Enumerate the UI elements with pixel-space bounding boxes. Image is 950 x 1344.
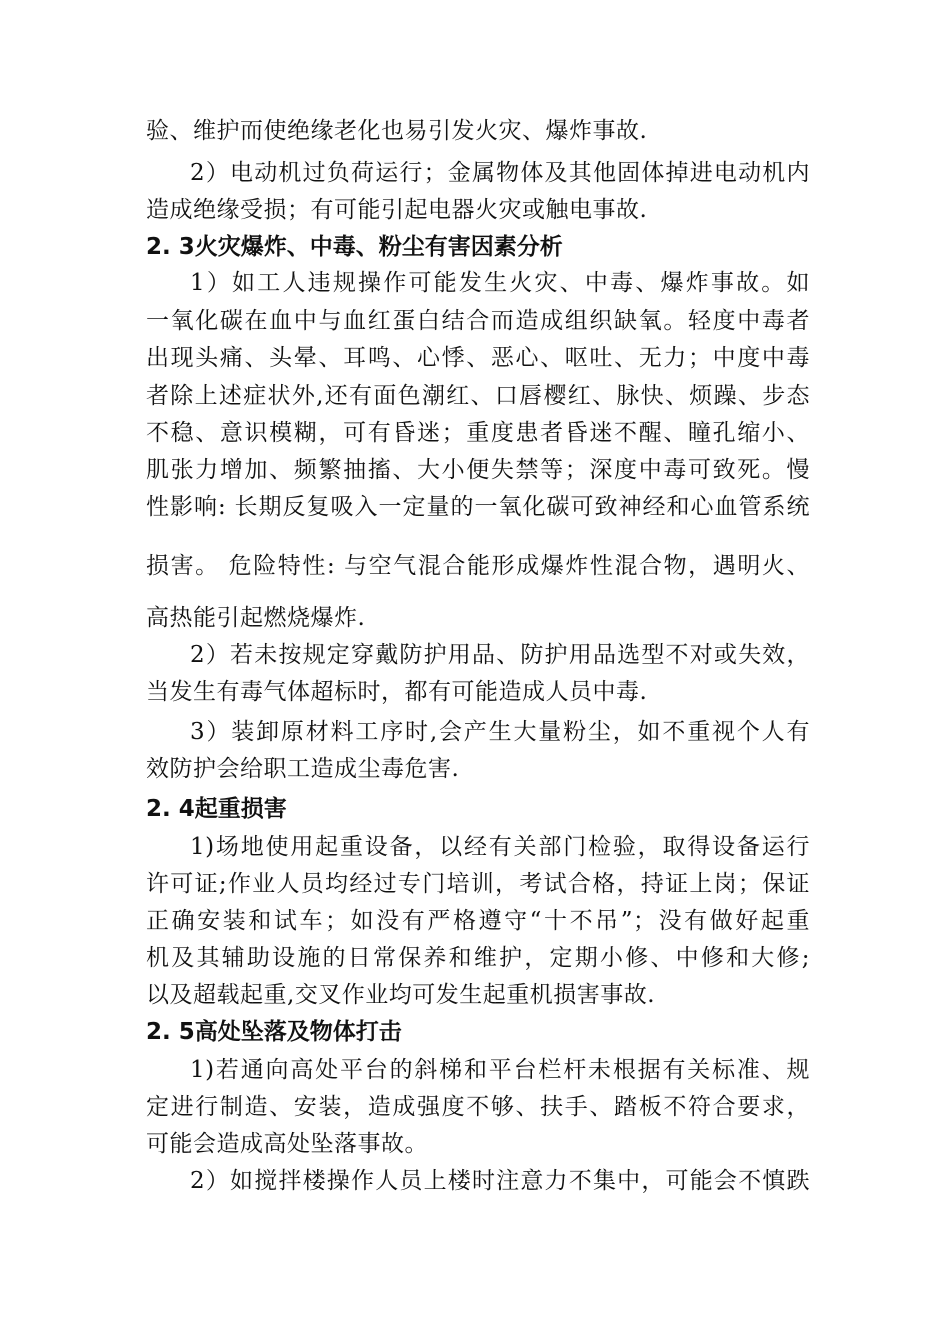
paragraph-line: 可能会造成高处坠落事故。 [146,1131,428,1157]
section-heading: 2. 3火灾爆炸、中毒、粉尘有害因素分析 [146,234,563,260]
paragraph-line: 许可证;作业人员均经过专门培训，考试合格，持证上岗；保证 [146,871,810,897]
section-heading: 2. 5高处坠落及物体打击 [146,1019,402,1045]
paragraph-line: 损害。 危险特性: 与空气混合能形成爆炸性混合物，遇明火、 [146,553,810,579]
paragraph-line: 效防护会给职工造成尘毒危害. [146,756,460,782]
paragraph-line: 1)场地使用起重设备，以经有关部门检验，取得设备运行 [190,834,810,860]
paragraph-line: 以及超载起重,交叉作业均可发生起重机损害事故. [146,982,656,1008]
paragraph-line: 出现头痛、头晕、耳鸣、心悸、恶心、呕吐、无力；中度中毒 [146,345,810,371]
paragraph-line: 3）装卸原材料工序时,会产生大量粉尘，如不重视个人有 [190,719,810,745]
paragraph-line: 者除上述症状外,还有面色潮红、口唇樱红、脉快、烦躁、步态 [146,383,810,409]
paragraph-line: 1)若通向高处平台的斜梯和平台栏杆未根据有关标准、规 [190,1057,810,1083]
paragraph-line: 2）若未按规定穿戴防护用品、防护用品选型不对或失效， [190,642,810,668]
paragraph-line: 定进行制造、安装，造成强度不够、扶手、踏板不符合要求， [146,1094,810,1120]
paragraph-line: 一氧化碳在血中与血红蛋白结合而造成组织缺氧。轻度中毒者 [146,308,810,334]
paragraph-line: 当发生有毒气体超标时，都有可能造成人员中毒. [146,679,648,705]
section-heading: 2. 4起重损害 [146,796,287,822]
paragraph-line: 性影响: 长期反复吸入一定量的一氧化碳可致神经和心血管系统 [146,494,810,520]
paragraph-line: 2）如搅拌楼操作人员上楼时注意力不集中，可能会不慎跌 [190,1168,810,1194]
paragraph-line: 不稳、意识模糊，可有昏迷；重度患者昏迷不醒、瞳孔缩小、 [146,420,810,446]
paragraph-line: 验、维护而使绝缘老化也易引发火灾、爆炸事故. [146,118,648,144]
paragraph-line: 造成绝缘受损；有可能引起电器火灾或触电事故. [146,197,648,223]
paragraph-line: 高热能引起燃烧爆炸. [146,605,366,631]
paragraph-line: 正确安装和试车；如没有严格遵守“十不吊”；没有做好起重 [146,908,810,934]
paragraph-line: 1）如工人违规操作可能发生火灾、中毒、爆炸事故。如 [190,270,810,296]
paragraph-line: 肌张力增加、频繁抽搐、大小便失禁等；深度中毒可致死。慢 [146,457,810,483]
paragraph-line: 2）电动机过负荷运行；金属物体及其他固体掉进电动机内 [190,160,810,186]
paragraph-line: 机及其辅助设施的日常保养和维护，定期小修、中修和大修; [146,945,810,971]
